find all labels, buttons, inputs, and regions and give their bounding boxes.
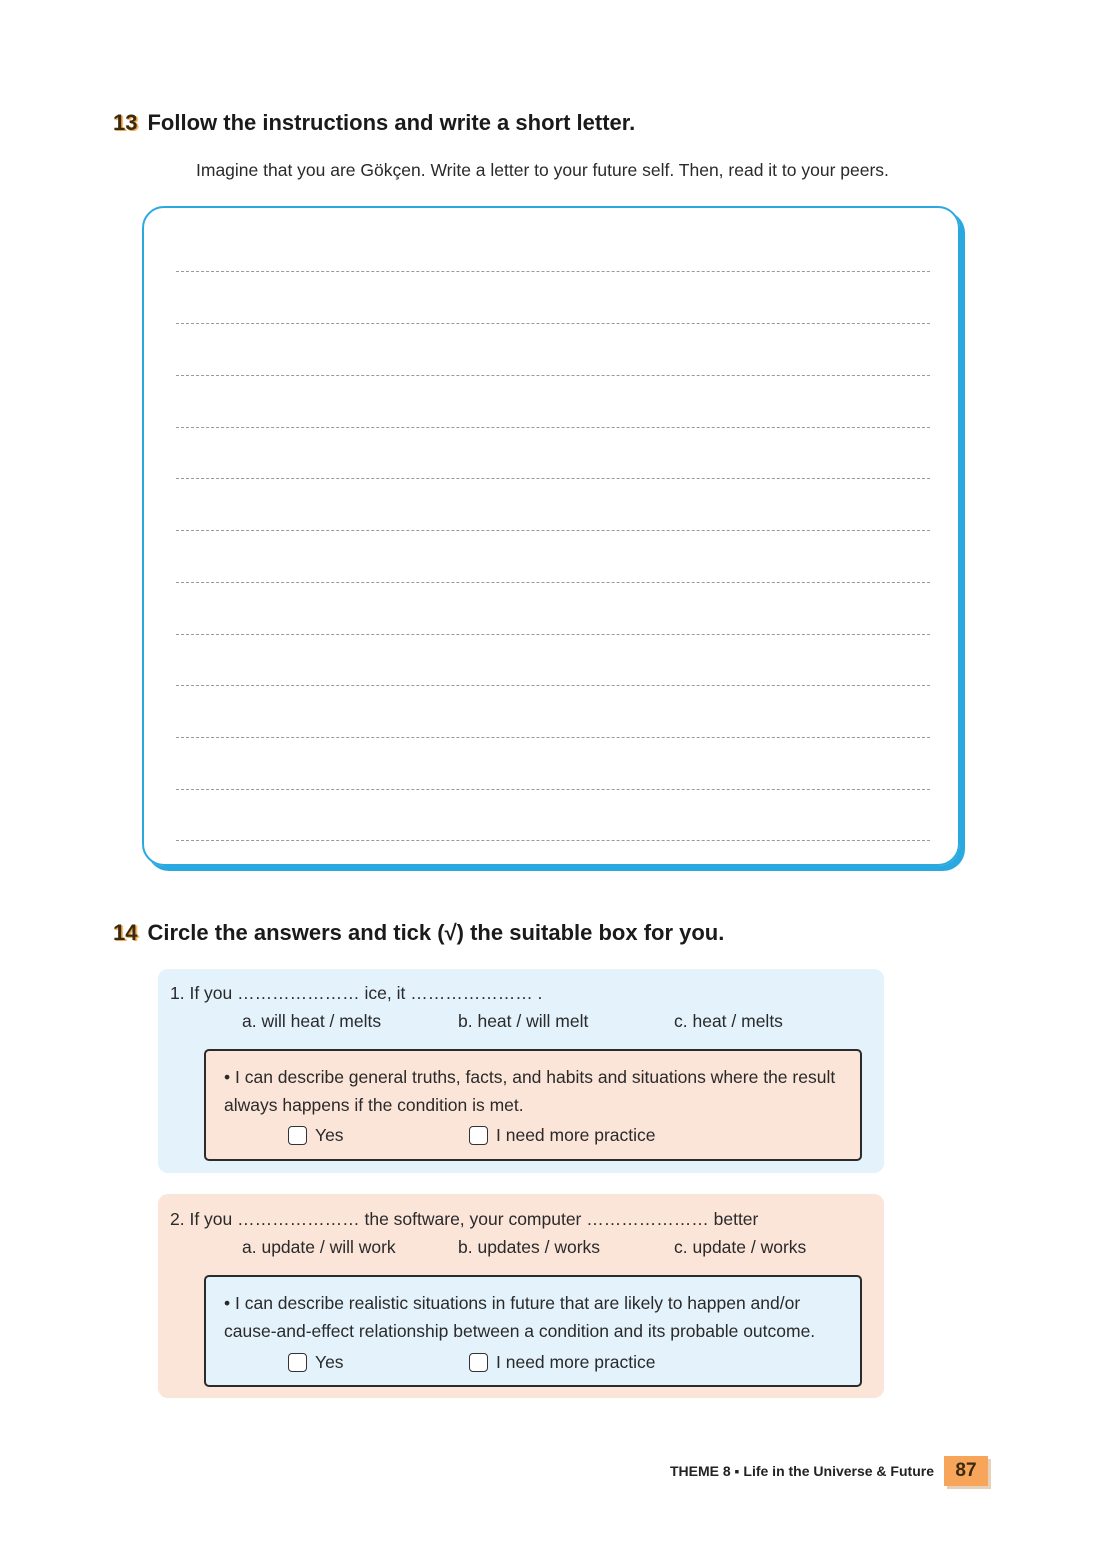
option-a[interactable]: a. will heat / melts [242,1011,382,1031]
more-practice-checkbox[interactable] [469,1125,656,1146]
more-practice-checkbox[interactable] [469,1352,656,1373]
yes-checkbox[interactable] [288,1352,344,1373]
checkbox-label: I need more practice [496,1125,656,1145]
writing-line[interactable] [176,685,930,686]
option-b[interactable]: b. heat / will melt [458,1011,589,1031]
question-1-panel [158,969,884,1173]
letter-writing-box[interactable] [142,206,960,866]
theme-label: THEME 8 ▪ Life in the Universe & Future [669,1463,934,1479]
exercise-13-heading [113,110,635,136]
writing-line[interactable] [176,323,930,324]
checkbox-icon[interactable] [469,1126,488,1145]
question-2-panel [158,1194,884,1398]
option-a[interactable]: a. update / will work [242,1237,396,1257]
checkbox-icon[interactable] [288,1126,307,1145]
writing-line[interactable] [176,478,930,479]
checkbox-label: Yes [315,1125,344,1145]
page-number: 87 [944,1456,988,1486]
question-prompt: 1. If you ………………… ice, it ………………… . [170,983,543,1003]
option-c[interactable]: c. update / works [674,1237,807,1257]
question-prompt: 2. If you ………………… the software, your computer ………………… better [170,1209,759,1229]
can-do-statement: • I can describe realistic situations in future that are likely to happen and/or cause-and-effect relationship between a condition and its probable outcome. [224,1293,816,1341]
self-assessment-box [204,1275,862,1387]
writing-line[interactable] [176,634,930,635]
writing-line[interactable] [176,840,930,841]
exercise-14-heading [113,920,724,946]
option-c[interactable]: c. heat / melts [674,1011,783,1031]
option-b[interactable]: b. updates / works [458,1237,601,1257]
checkbox-label: Yes [315,1352,344,1372]
writing-line[interactable] [176,271,930,272]
writing-line[interactable] [176,375,930,376]
yes-checkbox[interactable] [288,1125,344,1146]
writing-line[interactable] [176,737,930,738]
can-do-statement: • I can describe general truths, facts, and habits and situations where the result always happens if the condition is met. [224,1067,836,1115]
exercise-number: 13 [113,110,138,135]
writing-line[interactable] [176,530,930,531]
checkbox-icon[interactable] [288,1353,307,1372]
writing-line[interactable] [176,789,930,790]
checkbox-label: I need more practice [496,1352,656,1372]
writing-line[interactable] [176,582,930,583]
exercise-title: Circle the answers and tick (√) the suitable box for you. [147,920,725,945]
writing-line[interactable] [176,427,930,428]
self-assessment-box [204,1049,862,1161]
page-footer [670,1456,988,1486]
checkbox-icon[interactable] [469,1353,488,1372]
exercise-title: Follow the instructions and write a short letter. [147,110,636,135]
exercise-number: 14 [113,920,138,945]
exercise-13-instruction: Imagine that you are Gökçen. Write a letter to your future self. Then, read it to your peers. [196,160,889,180]
